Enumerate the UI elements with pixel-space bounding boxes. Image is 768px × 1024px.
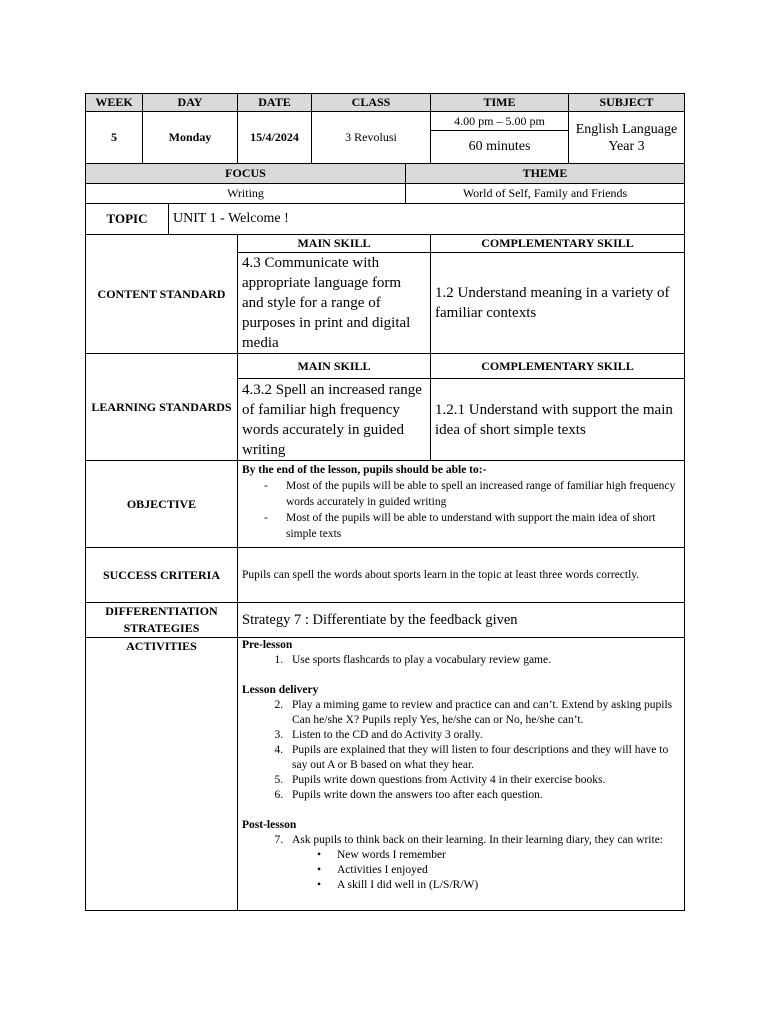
theme-header: THEME <box>406 164 685 184</box>
lesson-delivery-list <box>242 698 680 803</box>
objective-intro: By the end of the lesson, pupils should be able to:- <box>242 464 487 476</box>
duration-value: 60 minutes <box>431 131 569 164</box>
activity-item: 7. Ask pupils to think back on their learning. In their learning diary, they can write: <box>286 833 680 848</box>
differentiation-text: Strategy 7 : Differentiate by the feedback given <box>238 603 685 638</box>
cs-main-skill-header: MAIN SKILL <box>238 235 431 253</box>
week-header: WEEK <box>86 94 143 112</box>
subject-header: SUBJECT <box>569 94 685 112</box>
activities-content <box>238 638 685 911</box>
bullet-item: • A skill I did well in (L/S/R/W) <box>337 878 680 893</box>
ls-complementary-skill-text: 1.2.1 Understand with support the main idea of short simple texts <box>431 379 685 461</box>
pre-lesson-list <box>242 653 680 668</box>
week-value: 5 <box>86 112 143 164</box>
activities-row <box>86 638 685 911</box>
lesson-delivery-title: Lesson delivery <box>242 684 319 696</box>
success-criteria-label: SUCCESS CRITERIA <box>86 548 238 603</box>
class-value: 3 Revolusi <box>312 112 431 164</box>
bullet-item: • Activities I enjoyed <box>337 863 680 878</box>
post-lesson-bullets <box>242 848 680 893</box>
post-lesson-title: Post-lesson <box>242 819 297 831</box>
pre-lesson-title: Pre-lesson <box>242 639 293 651</box>
day-header: DAY <box>143 94 238 112</box>
activities-label: ACTIVITIES <box>86 638 238 911</box>
cs-complementary-skill-header: COMPLEMENTARY SKILL <box>431 235 685 253</box>
ls-complementary-skill-header: COMPLEMENTARY SKILL <box>431 354 685 379</box>
objective-item: - Most of the pupils will be able to understand with support the main idea of short simple texts <box>286 510 680 542</box>
subject-value: English Language Year 3 <box>569 112 685 164</box>
header-row <box>86 94 685 112</box>
theme-value: World of Self, Family and Friends <box>406 184 685 204</box>
date-header: DATE <box>238 94 312 112</box>
activity-item: 3. Listen to the CD and do Activity 3 orally. <box>286 728 680 743</box>
objective-row <box>86 461 685 548</box>
content-standard-header-row <box>86 235 685 253</box>
time-header: TIME <box>431 94 569 112</box>
activity-item: 2. Play a miming game to review and practice can and can’t. Extend by asking pupils Can he/she X? Pupils reply Yes, he/she can or No, he/she can’t. <box>286 698 680 728</box>
objective-list <box>242 478 680 542</box>
bullet-item: • New words I remember <box>337 848 680 863</box>
focus-theme-row <box>86 184 685 204</box>
lesson-plan-table <box>85 93 685 911</box>
learning-standards-label: LEARNING STANDARDS <box>86 354 238 461</box>
focus-theme-header-row <box>86 164 685 184</box>
topic-row <box>86 204 685 235</box>
learning-standards-header-row <box>86 354 685 379</box>
cs-main-skill-text: 4.3 Communicate with appropriate language form and style for a range of purposes in print and digital media <box>238 253 431 354</box>
class-header: CLASS <box>312 94 431 112</box>
activity-item: 4. Pupils are explained that they will listen to four descriptions and they will have to say out A or B based on what they hear. <box>286 743 680 773</box>
differentiation-row <box>86 603 685 638</box>
day-value: Monday <box>143 112 238 164</box>
differentiation-label: DIFFERENTIATION STRATEGIES <box>86 603 238 638</box>
objective-label: OBJECTIVE <box>86 461 238 548</box>
cs-complementary-skill-text: 1.2 Understand meaning in a variety of familiar contexts <box>431 253 685 354</box>
activity-item: 5. Pupils write down questions from Activity 4 in their exercise books. <box>286 773 680 788</box>
content-standard-label: CONTENT STANDARD <box>86 235 238 354</box>
ls-main-skill-text: 4.3.2 Spell an increased range of familiar high frequency words accurately in guided writing <box>238 379 431 461</box>
objective-item: - Most of the pupils will be able to spell an increased range of familiar high frequency words accurately in guided writing <box>286 478 680 510</box>
objective-content <box>238 461 685 548</box>
activity-item: 1. Use sports flashcards to play a vocabulary review game. <box>286 653 680 668</box>
topic-label: TOPIC <box>86 204 169 235</box>
info-row <box>86 112 685 131</box>
date-value: 15/4/2024 <box>238 112 312 164</box>
success-criteria-text: Pupils can spell the words about sports learn in the topic at least three words correctly. <box>238 548 685 603</box>
post-lesson-list <box>242 833 680 848</box>
time-range-value: 4.00 pm – 5.00 pm <box>431 112 569 131</box>
activity-item: 6. Pupils write down the answers too after each question. <box>286 788 680 803</box>
ls-main-skill-header: MAIN SKILL <box>238 354 431 379</box>
success-criteria-row <box>86 548 685 603</box>
topic-value: UNIT 1 - Welcome ! <box>169 204 685 235</box>
focus-header: FOCUS <box>86 164 406 184</box>
focus-value: Writing <box>86 184 406 204</box>
lesson-plan-sheet <box>85 93 684 911</box>
